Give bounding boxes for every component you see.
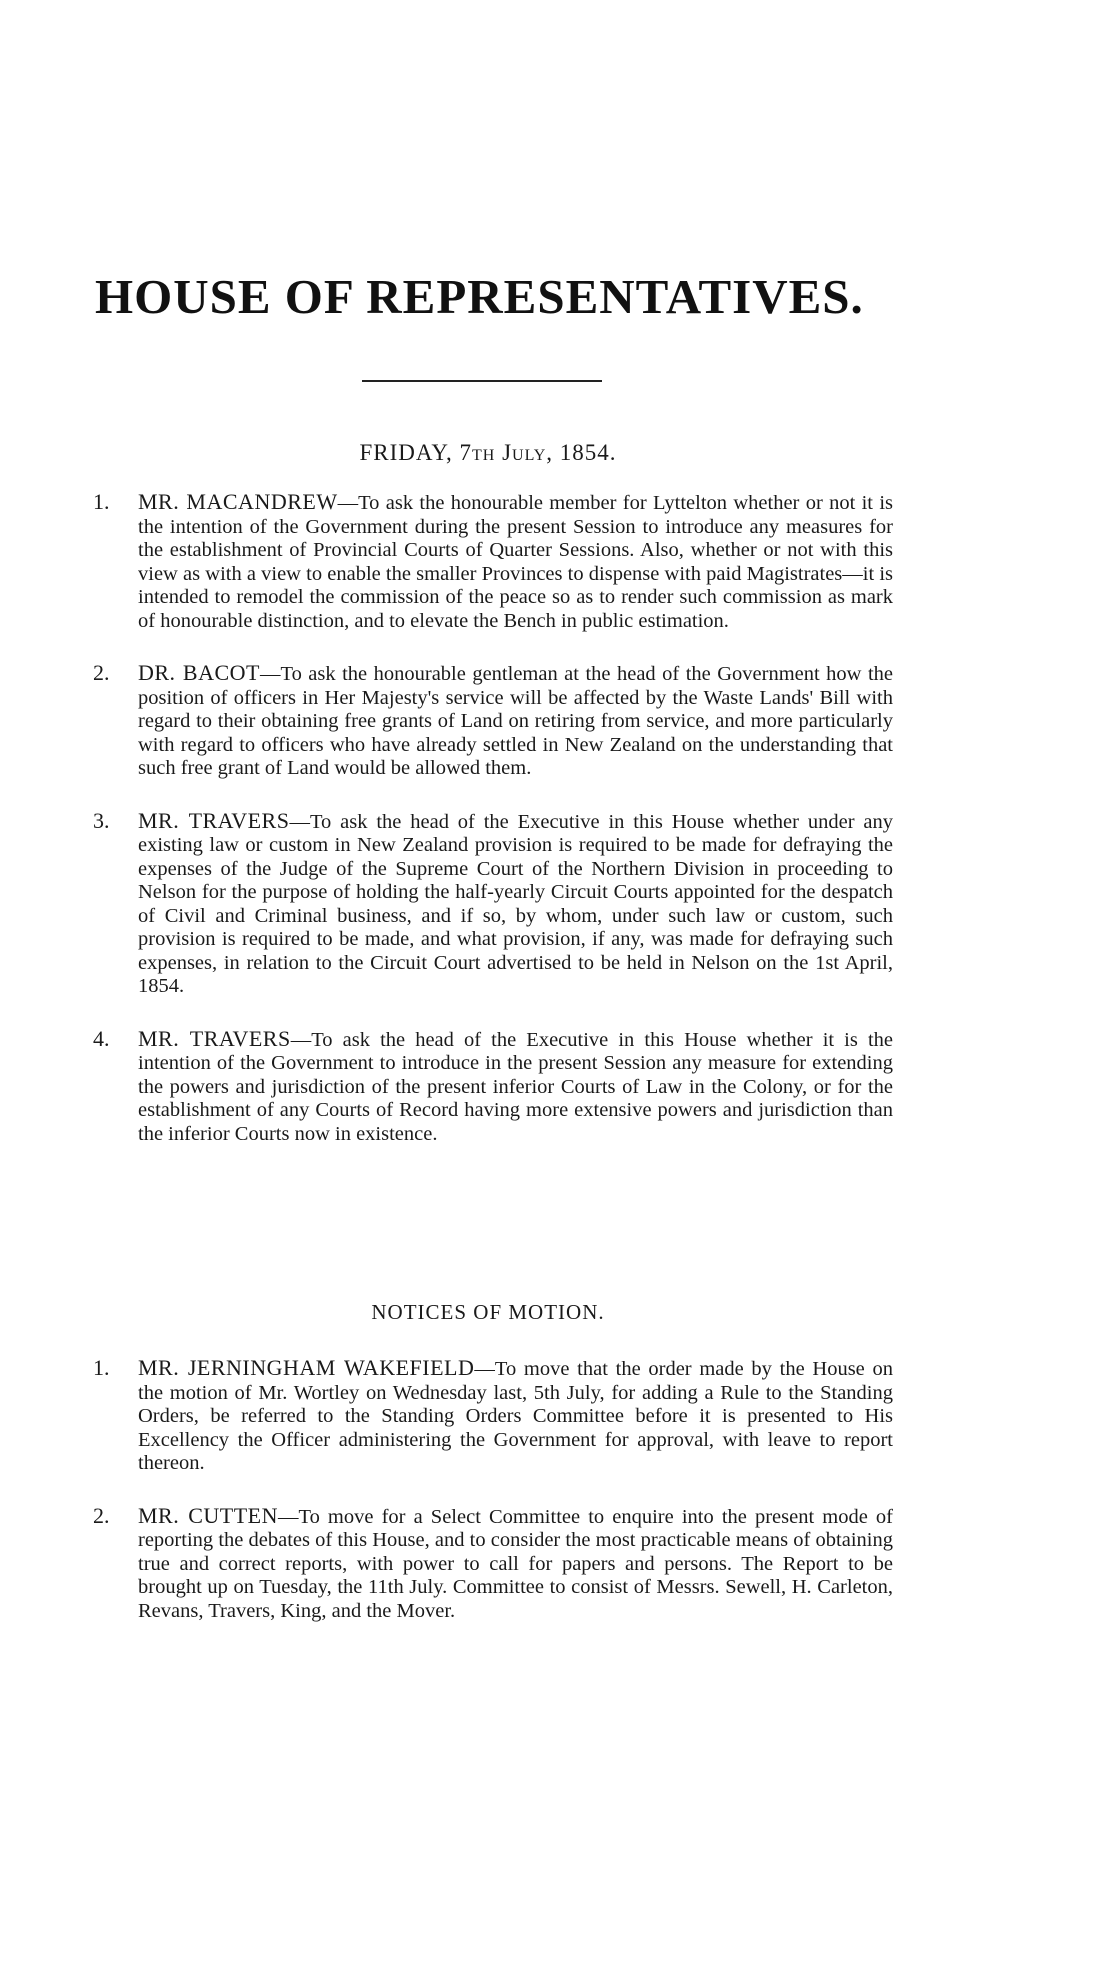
- question-item: [93, 1027, 893, 1147]
- page-title: HOUSE OF REPRESENTATIVES.: [95, 269, 864, 324]
- item-number: 4.: [93, 1025, 110, 1051]
- item-text: —To ask the head of the Executive in this House whether it is the intention of the Government to introduce in the present Session any measure for extending the powers and jurisdiction of the present inferior Courts of Law in the Colony, or for the establishment of any Courts of Record having more extensive powers and jurisdiction than the inferior Courts now in existence.: [138, 1028, 893, 1145]
- item-number: 2.: [93, 660, 110, 685]
- notices-list: [93, 1356, 893, 1651]
- item-number: 1.: [93, 1355, 110, 1380]
- notice-item: [93, 1356, 893, 1476]
- question-item: [93, 809, 893, 999]
- item-text: —To ask the honourable gentleman at the head of the Government how the position of officers in Her Majesty's service will be affected by the Waste Lands' Bill with regard to their obtaining free grants of Land on retiring from service, and more particularly with regard to officers who have already settled in New Zealand on the understanding that such free grant of Land would be allowed them.: [138, 663, 894, 779]
- item-mover: MR. MACANDREW: [138, 489, 338, 514]
- item-number: 1.: [93, 489, 110, 514]
- sitting-date: [0, 440, 976, 466]
- item-text: —To ask the head of the Executive in this House whether under any existing law or custom in New Zealand provision is required to be made for defraying the expenses of the Judge of the Supreme Court of the Northern Division in proceeding to Nelson for the purpose of holding the half-yearly Circuit Courts appointed for the despatch of Civil and Criminal business, and if so, by whom, under such law or custom, such provision is required to be made, and what provision, if any, was made for defraying such expenses, in relation to the Circuit Court advertised to be held in Nelson on the 1st April, 1854.: [138, 810, 893, 997]
- notices-heading: NOTICES OF MOTION.: [371, 1300, 605, 1324]
- item-text: —To move that the order made by the House on the motion of Mr. Wortley on Wednesday last, 5th July, for adding a Rule to the Standing Orders, be referred to the Standing Orders Committee before it is presented to His Excellency the Officer administering the Government for approval, with leave to report thereon.: [138, 1358, 893, 1474]
- notice-item: [93, 1504, 893, 1624]
- title-divider: [362, 380, 602, 382]
- item-mover: MR. JERNINGHAM WAKEFIELD: [138, 1355, 475, 1380]
- date-year: 1854.: [559, 440, 617, 465]
- question-item: [93, 661, 893, 781]
- date-day: FRIDAY,: [359, 440, 453, 465]
- item-text: —To move for a Select Committee to enquire into the present mode of reporting the debates of this House, and to consider the most practicable means of obtaining true and correct reports, with power to call for papers and persons. The Report to be brought up on Tuesday, the 11th July. Committee to consist of Messrs. Sewell, H. Carleton, Revans, Travers, King, and the Mover.: [138, 1505, 893, 1622]
- item-mover: MR. TRAVERS: [138, 1025, 291, 1051]
- question-item: [93, 490, 893, 633]
- item-number: 3.: [93, 807, 110, 833]
- item-number: 2.: [93, 1502, 110, 1528]
- item-mover: MR. CUTTEN: [138, 1502, 278, 1528]
- item-text: —To ask the honourable member for Lyttelton whether or not it is the intention of the Government during the present Session to introduce any measures for the establishment of Provincial Courts of Quarter Sessions. Also, whether or not with this view as with a view to enable the smaller Provinces to dispense with paid Magistrates—it is intended to remodel the commission of the peace so as to render such commission as mark of honourable distinction, and to elevate the Bench in public estimation.: [138, 492, 893, 632]
- questions-list: [93, 490, 893, 1174]
- date-day-month: 7th July,: [459, 440, 554, 465]
- item-mover: DR. BACOT: [138, 660, 260, 685]
- item-mover: MR. TRAVERS: [138, 807, 290, 833]
